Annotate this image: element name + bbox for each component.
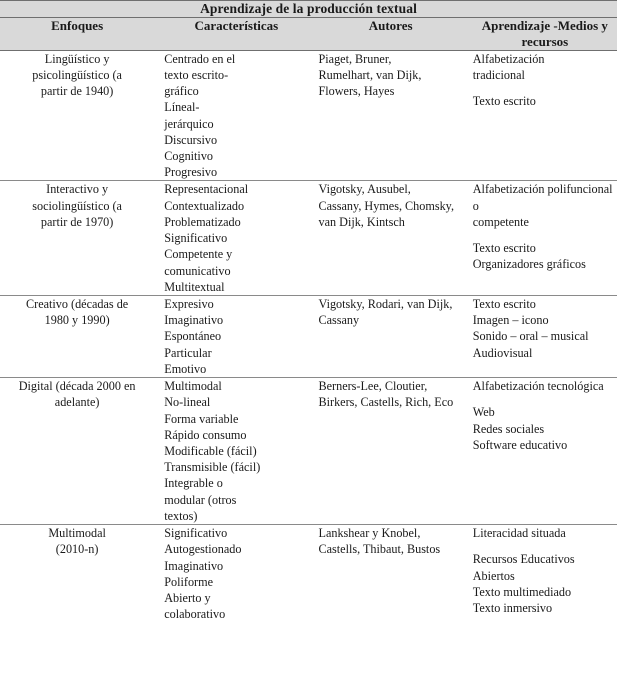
text-line: colaborativo xyxy=(164,607,226,622)
text-line: Problematizado xyxy=(164,214,241,229)
text-line: Imagen – icono xyxy=(472,313,549,328)
cell-aprendizaje xyxy=(463,525,617,623)
cell-autores xyxy=(309,50,463,181)
text-line: Integrable o xyxy=(164,476,223,491)
text-line: Digital (década 2000 en xyxy=(18,379,136,394)
column-header-caracteristicas: Características xyxy=(154,18,308,51)
text-line: Representacional xyxy=(164,182,249,197)
column-header-aprendizaje: Aprendizaje -Medios y recursos xyxy=(463,18,617,51)
text-line: Cognitivo xyxy=(164,149,214,164)
text-line: Flowers, Hayes xyxy=(318,84,395,99)
text-line: Forma variable xyxy=(164,411,239,426)
table-row xyxy=(0,378,617,525)
table-row xyxy=(0,296,617,378)
text-line: Progresivo xyxy=(164,165,218,180)
text-line: texto escrito- xyxy=(164,67,229,82)
text-line: Autogestionado xyxy=(164,542,242,557)
text-line: Organizadores gráficos xyxy=(472,257,586,272)
text-spacer xyxy=(473,83,617,93)
text-line: van Dijk, Kintsch xyxy=(318,214,405,229)
text-line: Sonido – oral – musical xyxy=(472,329,589,344)
text-line: Multimodal xyxy=(164,379,222,394)
text-line: Creativo (décadas de xyxy=(26,297,129,311)
text-line: Competente y xyxy=(164,247,233,262)
text-line: Recursos Educativos Abiertos xyxy=(472,552,578,583)
text-line: partir de 1940) xyxy=(40,84,114,99)
text-line: Líneal- xyxy=(164,100,200,115)
text-line: Web xyxy=(472,405,495,420)
text-line: Expresivo xyxy=(164,297,214,311)
text-line: competente xyxy=(472,214,529,229)
text-line: Poliforme xyxy=(164,574,213,589)
text-line: Alfabetización polifuncional o xyxy=(472,182,616,213)
text-line: adelante) xyxy=(54,395,100,410)
text-line: modular (otros xyxy=(164,492,237,507)
column-header-enfoques: Enfoques xyxy=(0,18,154,51)
text-line: Imaginativo xyxy=(164,558,224,573)
text-line: jerárquico xyxy=(164,116,214,131)
text-line: Imaginativo xyxy=(164,313,224,328)
text-line: Contextualizado xyxy=(164,198,245,213)
text-line: (2010-n) xyxy=(55,542,99,557)
cell-enfoque xyxy=(0,181,154,296)
text-line: textos) xyxy=(164,508,198,523)
text-spacer xyxy=(473,230,617,240)
cell-aprendizaje xyxy=(463,50,617,181)
cell-enfoque xyxy=(0,296,154,378)
text-line: Alfabetización xyxy=(472,51,545,66)
cell-caracteristicas xyxy=(154,181,308,296)
table-header-row xyxy=(0,18,617,51)
text-line: Multimodal xyxy=(48,526,106,541)
cell-autores xyxy=(309,181,463,296)
text-line: Texto escrito xyxy=(472,94,536,109)
text-line: Texto multimediado xyxy=(472,584,572,599)
column-header-autores: Autores xyxy=(309,18,463,51)
cell-autores xyxy=(309,378,463,525)
cell-enfoque xyxy=(0,50,154,181)
text-line: Rápido consumo xyxy=(164,427,247,442)
cell-aprendizaje xyxy=(463,378,617,525)
text-line: Piaget, Bruner, xyxy=(318,51,392,66)
table-row xyxy=(0,525,617,623)
text-line: Berners-Lee, Cloutier, xyxy=(318,379,428,394)
cell-caracteristicas xyxy=(154,50,308,181)
text-line: Castells, Thibaut, Bustos xyxy=(318,542,441,557)
text-line: 1980 y 1990) xyxy=(44,313,110,328)
text-line: sociolingüístico (a xyxy=(32,198,122,213)
cell-caracteristicas xyxy=(154,525,308,623)
cell-caracteristicas xyxy=(154,296,308,378)
text-line: Birkers, Castells, Rich, Eco xyxy=(318,395,454,410)
text-line: Multitextual xyxy=(164,279,225,294)
text-line: Rumelhart, van Dijk, xyxy=(318,67,422,82)
text-line: Transmisible (fácil) xyxy=(164,460,261,475)
table-row xyxy=(0,181,617,296)
text-line: Significativo xyxy=(164,231,228,246)
text-line: Redes sociales xyxy=(472,421,545,436)
text-line: Audiovisual xyxy=(472,345,533,360)
text-line: partir de 1970) xyxy=(40,214,114,229)
cell-aprendizaje xyxy=(463,181,617,296)
text-line: Lankshear y Knobel, xyxy=(318,526,421,541)
cell-aprendizaje xyxy=(463,296,617,378)
text-line: Texto escrito xyxy=(472,297,536,311)
text-line: No-lineal xyxy=(164,395,211,410)
text-line: Literacidad situada xyxy=(472,526,566,541)
text-line: gráfico xyxy=(164,84,199,99)
text-line: Particular xyxy=(164,345,212,360)
table-row xyxy=(0,50,617,181)
text-line: Software educativo xyxy=(472,437,568,452)
text-line: Lingüístico y xyxy=(44,51,110,66)
table-title-row xyxy=(0,1,617,18)
text-line: Vigotsky, Rodari, van Dijk, xyxy=(318,297,453,311)
text-line: Cassany xyxy=(318,313,360,328)
text-line: tradicional xyxy=(472,67,525,82)
text-line: Espontáneo xyxy=(164,329,222,344)
text-line: Interactivo y xyxy=(46,182,109,197)
text-line: Alfabetización tecnológica xyxy=(472,379,604,394)
cell-enfoque xyxy=(0,525,154,623)
text-line: Centrado en el xyxy=(164,51,236,66)
text-line: Cassany, Hymes, Chomsky, xyxy=(318,198,455,213)
table-title: Aprendizaje de la producción textual xyxy=(0,1,617,18)
cell-autores xyxy=(309,525,463,623)
text-spacer xyxy=(473,541,617,551)
cell-autores xyxy=(309,296,463,378)
text-line: Discursivo xyxy=(164,132,218,147)
text-line: Emotivo xyxy=(164,361,207,376)
text-line: Modificable (fácil) xyxy=(164,443,257,458)
text-line: psicolingüístico (a xyxy=(32,67,122,82)
text-line: Texto inmersivo xyxy=(472,600,553,615)
text-line: Abierto y xyxy=(164,590,211,605)
text-line: Texto escrito xyxy=(472,241,536,256)
text-line: comunicativo xyxy=(164,263,231,278)
cell-enfoque xyxy=(0,378,154,525)
cell-caracteristicas xyxy=(154,378,308,525)
text-line: Significativo xyxy=(164,526,228,541)
text-spacer xyxy=(473,394,617,404)
text-line: Vigotsky, Ausubel, xyxy=(318,182,411,197)
